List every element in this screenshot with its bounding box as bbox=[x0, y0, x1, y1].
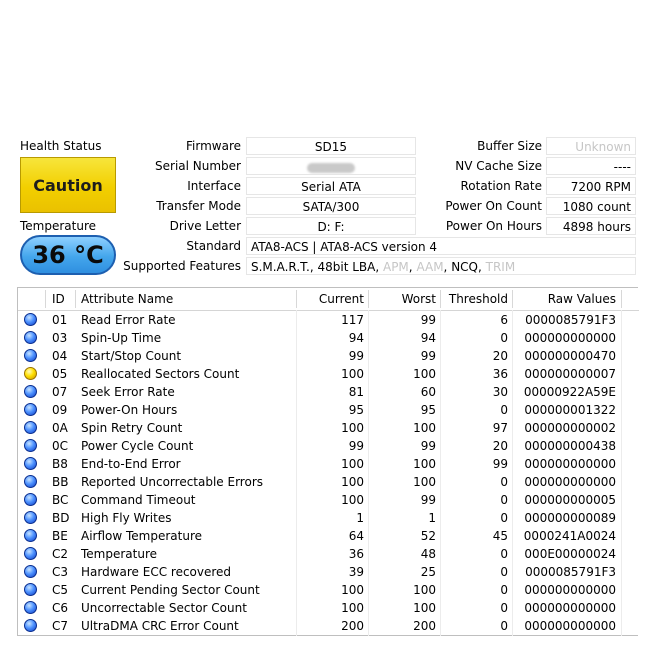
cell-attribute-name: Reallocated Sectors Count bbox=[81, 367, 240, 381]
temperature-label: Temperature bbox=[20, 219, 97, 233]
cell-id: BC bbox=[52, 493, 69, 507]
cell-attribute-name: High Fly Writes bbox=[81, 511, 172, 525]
nv-cache-size-label: NV Cache Size bbox=[455, 159, 542, 173]
cell-attribute-name: Reported Uncorrectable Errors bbox=[81, 475, 264, 489]
cell-raw-value: 000000000000 bbox=[524, 475, 616, 489]
cell-attribute-name: Command Timeout bbox=[81, 493, 196, 507]
cell-worst: 94 bbox=[420, 331, 436, 345]
cell-attribute-name: Airflow Temperature bbox=[81, 529, 203, 543]
good-status-icon bbox=[24, 493, 37, 506]
cell-worst: 99 bbox=[420, 349, 436, 363]
table-row[interactable] bbox=[18, 617, 639, 635]
table-row[interactable] bbox=[18, 563, 639, 581]
cell-threshold: 20 bbox=[492, 439, 508, 453]
cell-attribute-name: Hardware ECC recovered bbox=[81, 565, 232, 579]
good-status-icon bbox=[24, 331, 37, 344]
cell-attribute-name: Temperature bbox=[81, 547, 158, 561]
standard-field: ATA8-ACS | ATA8-ACS version 4 bbox=[246, 237, 636, 255]
cell-id: BB bbox=[52, 475, 69, 489]
cell-attribute-name: Seek Error Rate bbox=[81, 385, 175, 399]
cell-worst: 99 bbox=[420, 439, 436, 453]
health-status-badge[interactable] bbox=[20, 157, 116, 213]
table-row[interactable] bbox=[18, 419, 639, 437]
cell-raw-value: 000000000000 bbox=[524, 457, 616, 471]
cell-current: 64 bbox=[348, 529, 364, 543]
cell-current: 100 bbox=[341, 583, 364, 597]
good-status-icon bbox=[24, 565, 37, 578]
header-id[interactable]: ID bbox=[52, 292, 65, 306]
cell-id: C2 bbox=[52, 547, 69, 561]
cell-attribute-name: Spin-Up Time bbox=[81, 331, 162, 345]
caution-status-icon bbox=[24, 367, 37, 380]
cell-worst: 100 bbox=[413, 367, 436, 381]
table-row[interactable] bbox=[18, 581, 639, 599]
cell-worst: 95 bbox=[420, 403, 436, 417]
power-on-hours-field: 4898 hours bbox=[546, 217, 636, 235]
cell-current: 36 bbox=[348, 547, 364, 561]
cell-attribute-name: Uncorrectable Sector Count bbox=[81, 601, 247, 615]
cell-attribute-name: UltraDMA CRC Error Count bbox=[81, 619, 239, 633]
cell-current: 100 bbox=[341, 457, 364, 471]
feature-trim: TRIM bbox=[485, 260, 516, 274]
cell-raw-value: 000000000438 bbox=[524, 439, 616, 453]
cell-threshold: 0 bbox=[500, 619, 508, 633]
cell-worst: 52 bbox=[420, 529, 436, 543]
cell-worst: 48 bbox=[420, 547, 436, 561]
firmware-label: Firmware bbox=[186, 139, 241, 153]
cell-id: C5 bbox=[52, 583, 69, 597]
serial-redacted bbox=[307, 163, 355, 173]
cell-current: 100 bbox=[341, 367, 364, 381]
header-raw-values[interactable]: Raw Values bbox=[547, 292, 616, 306]
cell-raw-value: 000000000089 bbox=[524, 511, 616, 525]
rotation-rate-label: Rotation Rate bbox=[460, 179, 542, 193]
cell-id: 04 bbox=[52, 349, 68, 363]
good-status-icon bbox=[24, 475, 37, 488]
cell-threshold: 97 bbox=[492, 421, 508, 435]
header-attribute-name[interactable]: Attribute Name bbox=[81, 292, 174, 306]
cell-current: 117 bbox=[341, 313, 364, 327]
cell-id: BE bbox=[52, 529, 68, 543]
cell-worst: 100 bbox=[413, 421, 436, 435]
power-on-count-field: 1080 count bbox=[546, 197, 636, 215]
good-status-icon bbox=[24, 457, 37, 470]
temperature-value: 36 °C bbox=[32, 241, 104, 269]
cell-id: 01 bbox=[52, 313, 68, 327]
good-status-icon bbox=[24, 601, 37, 614]
transfer-mode-field: SATA/300 bbox=[246, 197, 416, 215]
table-row[interactable] bbox=[18, 455, 639, 473]
serial-number-field bbox=[246, 157, 416, 175]
cell-raw-value: 000000000002 bbox=[524, 421, 616, 435]
cell-attribute-name: End-to-End Error bbox=[81, 457, 181, 471]
good-status-icon bbox=[24, 619, 37, 632]
table-row[interactable] bbox=[18, 329, 639, 347]
supported-features-label: Supported Features bbox=[123, 259, 241, 273]
smart-attributes-table[interactable] bbox=[17, 287, 638, 636]
feature-aam: AAM bbox=[416, 260, 444, 274]
cell-threshold: 0 bbox=[500, 583, 508, 597]
cell-id: C3 bbox=[52, 565, 69, 579]
cell-raw-value: 0000085791F3 bbox=[525, 565, 616, 579]
serial-number-label: Serial Number bbox=[155, 159, 241, 173]
cell-worst: 1 bbox=[428, 511, 436, 525]
cell-current: 100 bbox=[341, 493, 364, 507]
cell-current: 100 bbox=[341, 601, 364, 615]
cell-worst: 200 bbox=[413, 619, 436, 633]
cell-worst: 99 bbox=[420, 493, 436, 507]
cell-raw-value: 000000000000 bbox=[524, 331, 616, 345]
cell-id: 05 bbox=[52, 367, 68, 381]
rotation-rate-field: 7200 RPM bbox=[546, 177, 636, 195]
cell-attribute-name: Power-On Hours bbox=[81, 403, 178, 417]
table-row[interactable] bbox=[18, 509, 639, 527]
cell-raw-value: 00000922A59E bbox=[523, 385, 616, 399]
cell-threshold: 0 bbox=[500, 493, 508, 507]
health-status-label: Health Status bbox=[20, 139, 102, 153]
cell-current: 99 bbox=[348, 439, 364, 453]
power-on-count-label: Power On Count bbox=[445, 199, 542, 213]
cell-raw-value: 0000241A0024 bbox=[523, 529, 616, 543]
cell-id: 09 bbox=[52, 403, 68, 417]
cell-attribute-name: Read Error Rate bbox=[81, 313, 176, 327]
table-row[interactable] bbox=[18, 491, 639, 509]
table-row[interactable] bbox=[18, 365, 639, 383]
interface-label: Interface bbox=[187, 179, 241, 193]
good-status-icon bbox=[24, 529, 37, 542]
firmware-field: SD15 bbox=[246, 137, 416, 155]
cell-current: 200 bbox=[341, 619, 364, 633]
cell-worst: 100 bbox=[413, 475, 436, 489]
good-status-icon bbox=[24, 403, 37, 416]
cell-raw-value: 000000000000 bbox=[524, 583, 616, 597]
transfer-mode-label: Transfer Mode bbox=[156, 199, 241, 213]
header-worst[interactable]: Worst bbox=[401, 292, 436, 306]
table-row[interactable] bbox=[18, 347, 639, 365]
cell-raw-value: 000000001322 bbox=[524, 403, 616, 417]
good-status-icon bbox=[24, 421, 37, 434]
cell-current: 100 bbox=[341, 421, 364, 435]
good-status-icon bbox=[24, 547, 37, 560]
cell-id: B8 bbox=[52, 457, 68, 471]
cell-id: 0A bbox=[52, 421, 68, 435]
cell-worst: 99 bbox=[420, 313, 436, 327]
standard-label: Standard bbox=[186, 239, 241, 253]
power-on-hours-label: Power On Hours bbox=[445, 219, 542, 233]
cell-raw-value: 000000000000 bbox=[524, 619, 616, 633]
cell-current: 99 bbox=[348, 349, 364, 363]
table-row[interactable] bbox=[18, 401, 639, 419]
cell-threshold: 0 bbox=[500, 475, 508, 489]
cell-current: 100 bbox=[341, 475, 364, 489]
table-row[interactable] bbox=[18, 545, 639, 563]
cell-threshold: 0 bbox=[500, 331, 508, 345]
header-current[interactable]: Current bbox=[318, 292, 364, 306]
cell-id: 0C bbox=[52, 439, 69, 453]
feature-apm: APM bbox=[382, 260, 409, 274]
cell-current: 39 bbox=[348, 565, 364, 579]
cell-raw-value: 000000000007 bbox=[524, 367, 616, 381]
cell-id: C6 bbox=[52, 601, 69, 615]
cell-raw-value: 000000000470 bbox=[524, 349, 616, 363]
table-row[interactable] bbox=[18, 527, 639, 545]
cell-current: 1 bbox=[356, 511, 364, 525]
cell-threshold: 0 bbox=[500, 511, 508, 525]
cell-threshold: 45 bbox=[492, 529, 508, 543]
good-status-icon bbox=[24, 313, 37, 326]
buffer-size-field: Unknown bbox=[546, 137, 636, 155]
interface-field: Serial ATA bbox=[246, 177, 416, 195]
cell-attribute-name: Spin Retry Count bbox=[81, 421, 183, 435]
cell-raw-value: 000E00000024 bbox=[524, 547, 616, 561]
cell-worst: 100 bbox=[413, 601, 436, 615]
good-status-icon bbox=[24, 385, 37, 398]
cell-attribute-name: Start/Stop Count bbox=[81, 349, 182, 363]
cell-current: 81 bbox=[348, 385, 364, 399]
table-row[interactable] bbox=[18, 437, 639, 455]
cell-worst: 60 bbox=[420, 385, 436, 399]
cell-threshold: 0 bbox=[500, 547, 508, 561]
cell-id: 03 bbox=[52, 331, 68, 345]
good-status-icon bbox=[24, 511, 37, 524]
table-row[interactable] bbox=[18, 311, 639, 329]
cell-worst: 25 bbox=[420, 565, 436, 579]
cell-id: C7 bbox=[52, 619, 69, 633]
table-header bbox=[18, 288, 639, 311]
drive-letter-label: Drive Letter bbox=[169, 219, 241, 233]
cell-worst: 100 bbox=[413, 583, 436, 597]
cell-threshold: 36 bbox=[492, 367, 508, 381]
cell-threshold: 0 bbox=[500, 565, 508, 579]
features-supported: S.M.A.R.T., 48bit LBA, bbox=[251, 260, 383, 274]
cell-current: 95 bbox=[348, 403, 364, 417]
health-status-text: Caution bbox=[33, 175, 103, 195]
buffer-size-label: Buffer Size bbox=[477, 139, 542, 153]
cell-threshold: 30 bbox=[492, 385, 508, 399]
drive-letter-field: D: F: bbox=[246, 217, 416, 235]
cell-id: 07 bbox=[52, 385, 68, 399]
table-row[interactable] bbox=[18, 383, 639, 401]
header-threshold[interactable]: Threshold bbox=[448, 292, 508, 306]
cell-raw-value: 0000085791F3 bbox=[525, 313, 616, 327]
cell-id: BD bbox=[52, 511, 70, 525]
good-status-icon bbox=[24, 349, 37, 362]
supported-features-field: S.M.A.R.T., 48bit LBA, APM, AAM, NCQ, TRIM bbox=[246, 257, 636, 275]
temperature-badge[interactable] bbox=[20, 235, 116, 275]
good-status-icon bbox=[24, 583, 37, 596]
good-status-icon bbox=[24, 439, 37, 452]
cell-worst: 100 bbox=[413, 457, 436, 471]
feature-ncq: NCQ bbox=[451, 260, 478, 274]
cell-threshold: 6 bbox=[500, 313, 508, 327]
cell-attribute-name: Current Pending Sector Count bbox=[81, 583, 260, 597]
cell-threshold: 99 bbox=[492, 457, 508, 471]
table-row[interactable] bbox=[18, 473, 639, 491]
cell-raw-value: 000000000000 bbox=[524, 601, 616, 615]
cell-raw-value: 000000000005 bbox=[524, 493, 616, 507]
nv-cache-size-field: ---- bbox=[546, 157, 636, 175]
cell-current: 94 bbox=[348, 331, 364, 345]
table-row[interactable] bbox=[18, 599, 639, 617]
cell-threshold: 20 bbox=[492, 349, 508, 363]
cell-attribute-name: Power Cycle Count bbox=[81, 439, 194, 453]
cell-threshold: 0 bbox=[500, 403, 508, 417]
cell-threshold: 0 bbox=[500, 601, 508, 615]
